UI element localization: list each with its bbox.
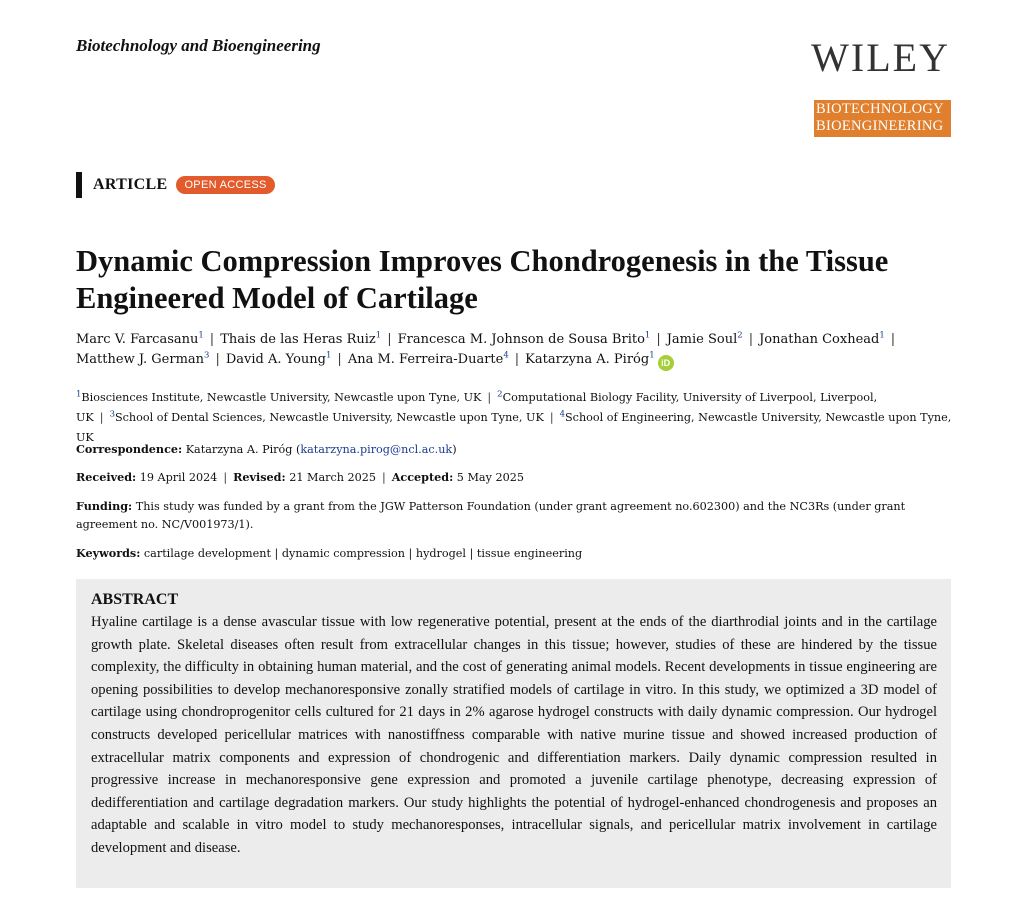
author[interactable]: Jonathan Coxhead$^1$ (759, 330, 885, 347)
author[interactable]: Marc V. Farcasanu$^1$ (76, 330, 204, 347)
keywords: Keywords: cartilage development | dynamic compression | hydrogel | tissue engineering (76, 546, 583, 560)
author[interactable]: Francesca M. Johnson de Sousa Brito$^1$ (397, 330, 651, 347)
article-type: ARTICLE (93, 176, 168, 193)
open-access-badge[interactable]: OPEN ACCESS (176, 176, 274, 194)
keyword: tissue engineering (476, 547, 583, 560)
affiliations: $^1$Biosciences Institute, Newcastle University, Newcastle upon Tyne, UK | $^2$Computational Biology Facility, University of Liverpool, Liverpool, UK | $^3$School of Dental Sciences, Newcastle University, Newcastle upon Tyne, UK | $^4$School of Engineering, Newcastle University, Newcastle upon Tyne, UK (76, 389, 952, 444)
abstract-heading: ABSTRACT (91, 591, 179, 608)
article-type-bar (76, 172, 82, 198)
keyword: dynamic compression (281, 547, 405, 560)
dates: Received: 19 April 2024 | Revised: 21 March 2025 | Accepted: 5 May 2025 (76, 470, 524, 484)
email-link[interactable]: katarzyna.pirog@ncl.ac.uk (300, 443, 453, 456)
abstract-box (76, 579, 951, 888)
journal-logo-line-2: BIOENGINEERING (816, 118, 944, 134)
author[interactable]: Jamie Soul$^2$ (666, 330, 743, 347)
author[interactable]: Katarzyna A. Piróg$^1$ (525, 350, 655, 367)
author[interactable]: Ana M. Ferreira-Duarte$^4$ (347, 350, 509, 367)
author[interactable]: Thais de las Heras Ruiz$^1$ (220, 330, 382, 347)
journal-logo (814, 100, 951, 137)
correspondence: Correspondence: Katarzyna A. Piróg (katarzyna.pirog@ncl.ac.uk) (76, 442, 457, 456)
funding: Funding: This study was funded by a grant from the JGW Patterson Foundation (under grant agreement no.602300) and the NC3Rs (under grant agreement no. NC/V001973/1). (76, 499, 906, 531)
publisher-logo: WILEY (811, 35, 950, 80)
article-type-row (76, 172, 275, 198)
author[interactable]: David A. Young$^1$ (225, 350, 332, 367)
keyword: hydrogel (415, 547, 467, 560)
orcid-icon[interactable]: iD (658, 355, 674, 371)
journal-name: Biotechnology and Bioengineering (76, 36, 321, 55)
author[interactable]: Matthew J. German$^3$ (76, 350, 210, 367)
article-title: Dynamic Compression Improves Chondrogenesis in the Tissue Engineered Model of Cartilage (76, 244, 889, 315)
author-list: Marc V. Farcasanu$^1$ | Thais de las Heras Ruiz$^1$ | Francesca M. Johnson de Sousa Brito$^1$ | Jamie Soul$^2$ | Jonathan Coxhead$^1$ | Matthew J. German$^3$ | David A. Young$^1$ | Ana M. Ferreira-Duarte$^4$ | Katarzyna A. Piróg$^1$iD (76, 330, 956, 371)
journal-logo-line-1: BIOTECHNOLOGY (816, 101, 944, 117)
keyword: cartilage development (143, 547, 271, 560)
abstract-text: Hyaline cartilage is a dense avascular tissue with low regenerative potential, present at the ends of the diarthrodial joints and in the cartilage growth plate. Skeletal diseases often result from extracellular changes in this tissue; however, studies of these are hindered by the tissue complexity, the difficulty in obtaining human material, and the cost of generating animal models. Recent developments in tissue engineering are opening possibilities to develop mechanoresponsive zonally stratified models of cartilage in vitro. In this study, we optimized a 3D model of cartilage using chondroprogenitor cells cultured for 21 days in 2% agarose hydrogel constructs with daily dynamic compression. Our hydrogel constructs developed pericellular matrices with nanostiffness comparable with native murine tissue and showed increased production of extracellular matrix components and expression of chondrogenic and differentiation markers. Daily dynamic compression resulted in progressive increase in mechanoresponsive gene expression and promoted a juvenile cartilage phenotype, decreasing expression of dedifferentiation and cartilage degradation markers. Our study highlights the potential of hydrogel-enhanced chondrogenesis and proposes an adaptable and scalable in vitro model to study mechanoresponses, intracellular signals, and pericellular matrix involvement in cartilage development and disease. (91, 614, 937, 856)
